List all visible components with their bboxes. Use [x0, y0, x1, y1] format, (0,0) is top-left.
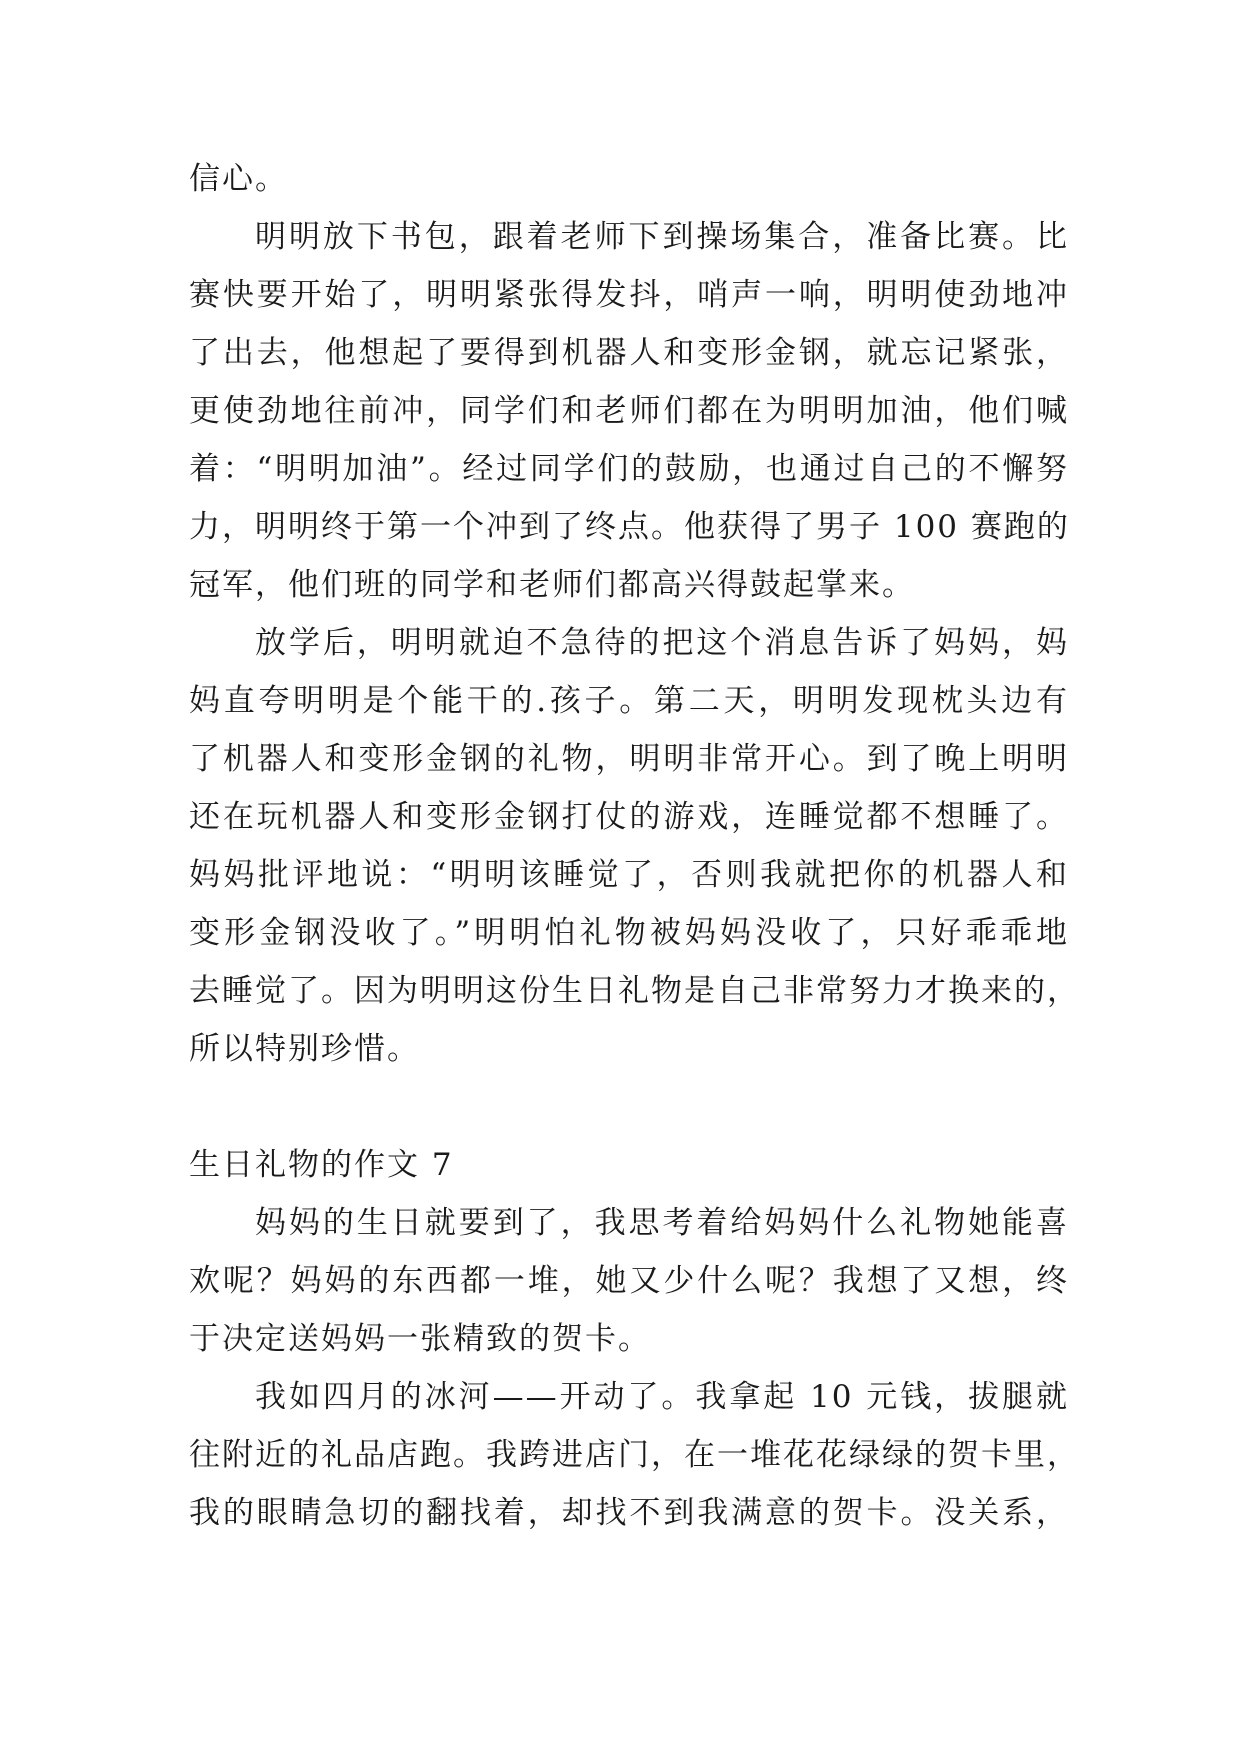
text-line: 还在玩机器人和变形金钢打仗的游戏，连睡觉都不想睡了。: [189, 799, 1069, 835]
text-line: 信心。: [189, 161, 288, 197]
text-line: 冠军，他们班的同学和老师们都高兴得鼓起掌来。: [189, 567, 915, 603]
text-line: 更使劲地往前冲，同学们和老师们都在为明明加油，他们喊: [189, 393, 1069, 429]
text-line: 着：“明明加油”。经过同学们的鼓励，也通过自己的不懈努: [189, 451, 1069, 487]
paragraph-5: [189, 1368, 1080, 1542]
blank-line: [189, 1078, 1069, 1136]
text-line: 放学后，明明就迫不急待的把这个消息告诉了妈妈，妈: [255, 625, 1069, 661]
text-line: 所以特别珍惜。: [189, 1031, 420, 1067]
text-line: 我如四月的冰河——开动了。我拿起 10 元钱，拔腿就: [255, 1379, 1069, 1415]
paragraph-3: [189, 614, 1080, 1078]
text-line: 往附近的礼品店跑。我跨进店门，在一堆花花绿绿的贺卡里，: [189, 1437, 1080, 1473]
text-line: 妈妈批评地说：“明明该睡觉了，否则我就把你的机器人和: [189, 857, 1069, 893]
paragraph-4: [189, 1194, 1069, 1368]
text-line: 了机器人和变形金钢的礼物，明明非常开心。到了晚上明明: [189, 741, 1069, 777]
section-heading: 生日礼物的作文 7: [189, 1147, 454, 1183]
text-line: 变形金钢没收了。”明明怕礼物被妈妈没收了，只好乖乖地: [189, 915, 1069, 951]
text-line: 了出去，他想起了要得到机器人和变形金钢，就忘记紧张，: [189, 335, 1069, 371]
text-line: 于决定送妈妈一张精致的贺卡。: [189, 1321, 651, 1357]
text-line: 赛快要开始了，明明紧张得发抖，哨声一响，明明使劲地冲: [189, 277, 1069, 313]
text-line: 欢呢？妈妈的东西都一堆，她又少什么呢？我想了又想，终: [189, 1263, 1069, 1299]
document-page: [189, 150, 1080, 1542]
text-line: 妈直夸明明是个能干的.孩子。第二天，明明发现枕头边有: [189, 683, 1069, 719]
paragraph-2: [189, 208, 1069, 614]
text-line: 我的眼睛急切的翻找着，却找不到我满意的贺卡。没关系，: [189, 1495, 1069, 1531]
text-line: 妈妈的生日就要到了，我思考着给妈妈什么礼物她能喜: [255, 1205, 1069, 1241]
text-line: 去睡觉了。因为明明这份生日礼物是自己非常努力才换来的，: [189, 973, 1080, 1009]
text-line: 明明放下书包，跟着老师下到操场集合，准备比赛。比: [255, 219, 1069, 255]
paragraph-1: [189, 150, 1069, 208]
text-line: 力，明明终于第一个冲到了终点。他获得了男子 100 赛跑的: [189, 509, 1070, 545]
